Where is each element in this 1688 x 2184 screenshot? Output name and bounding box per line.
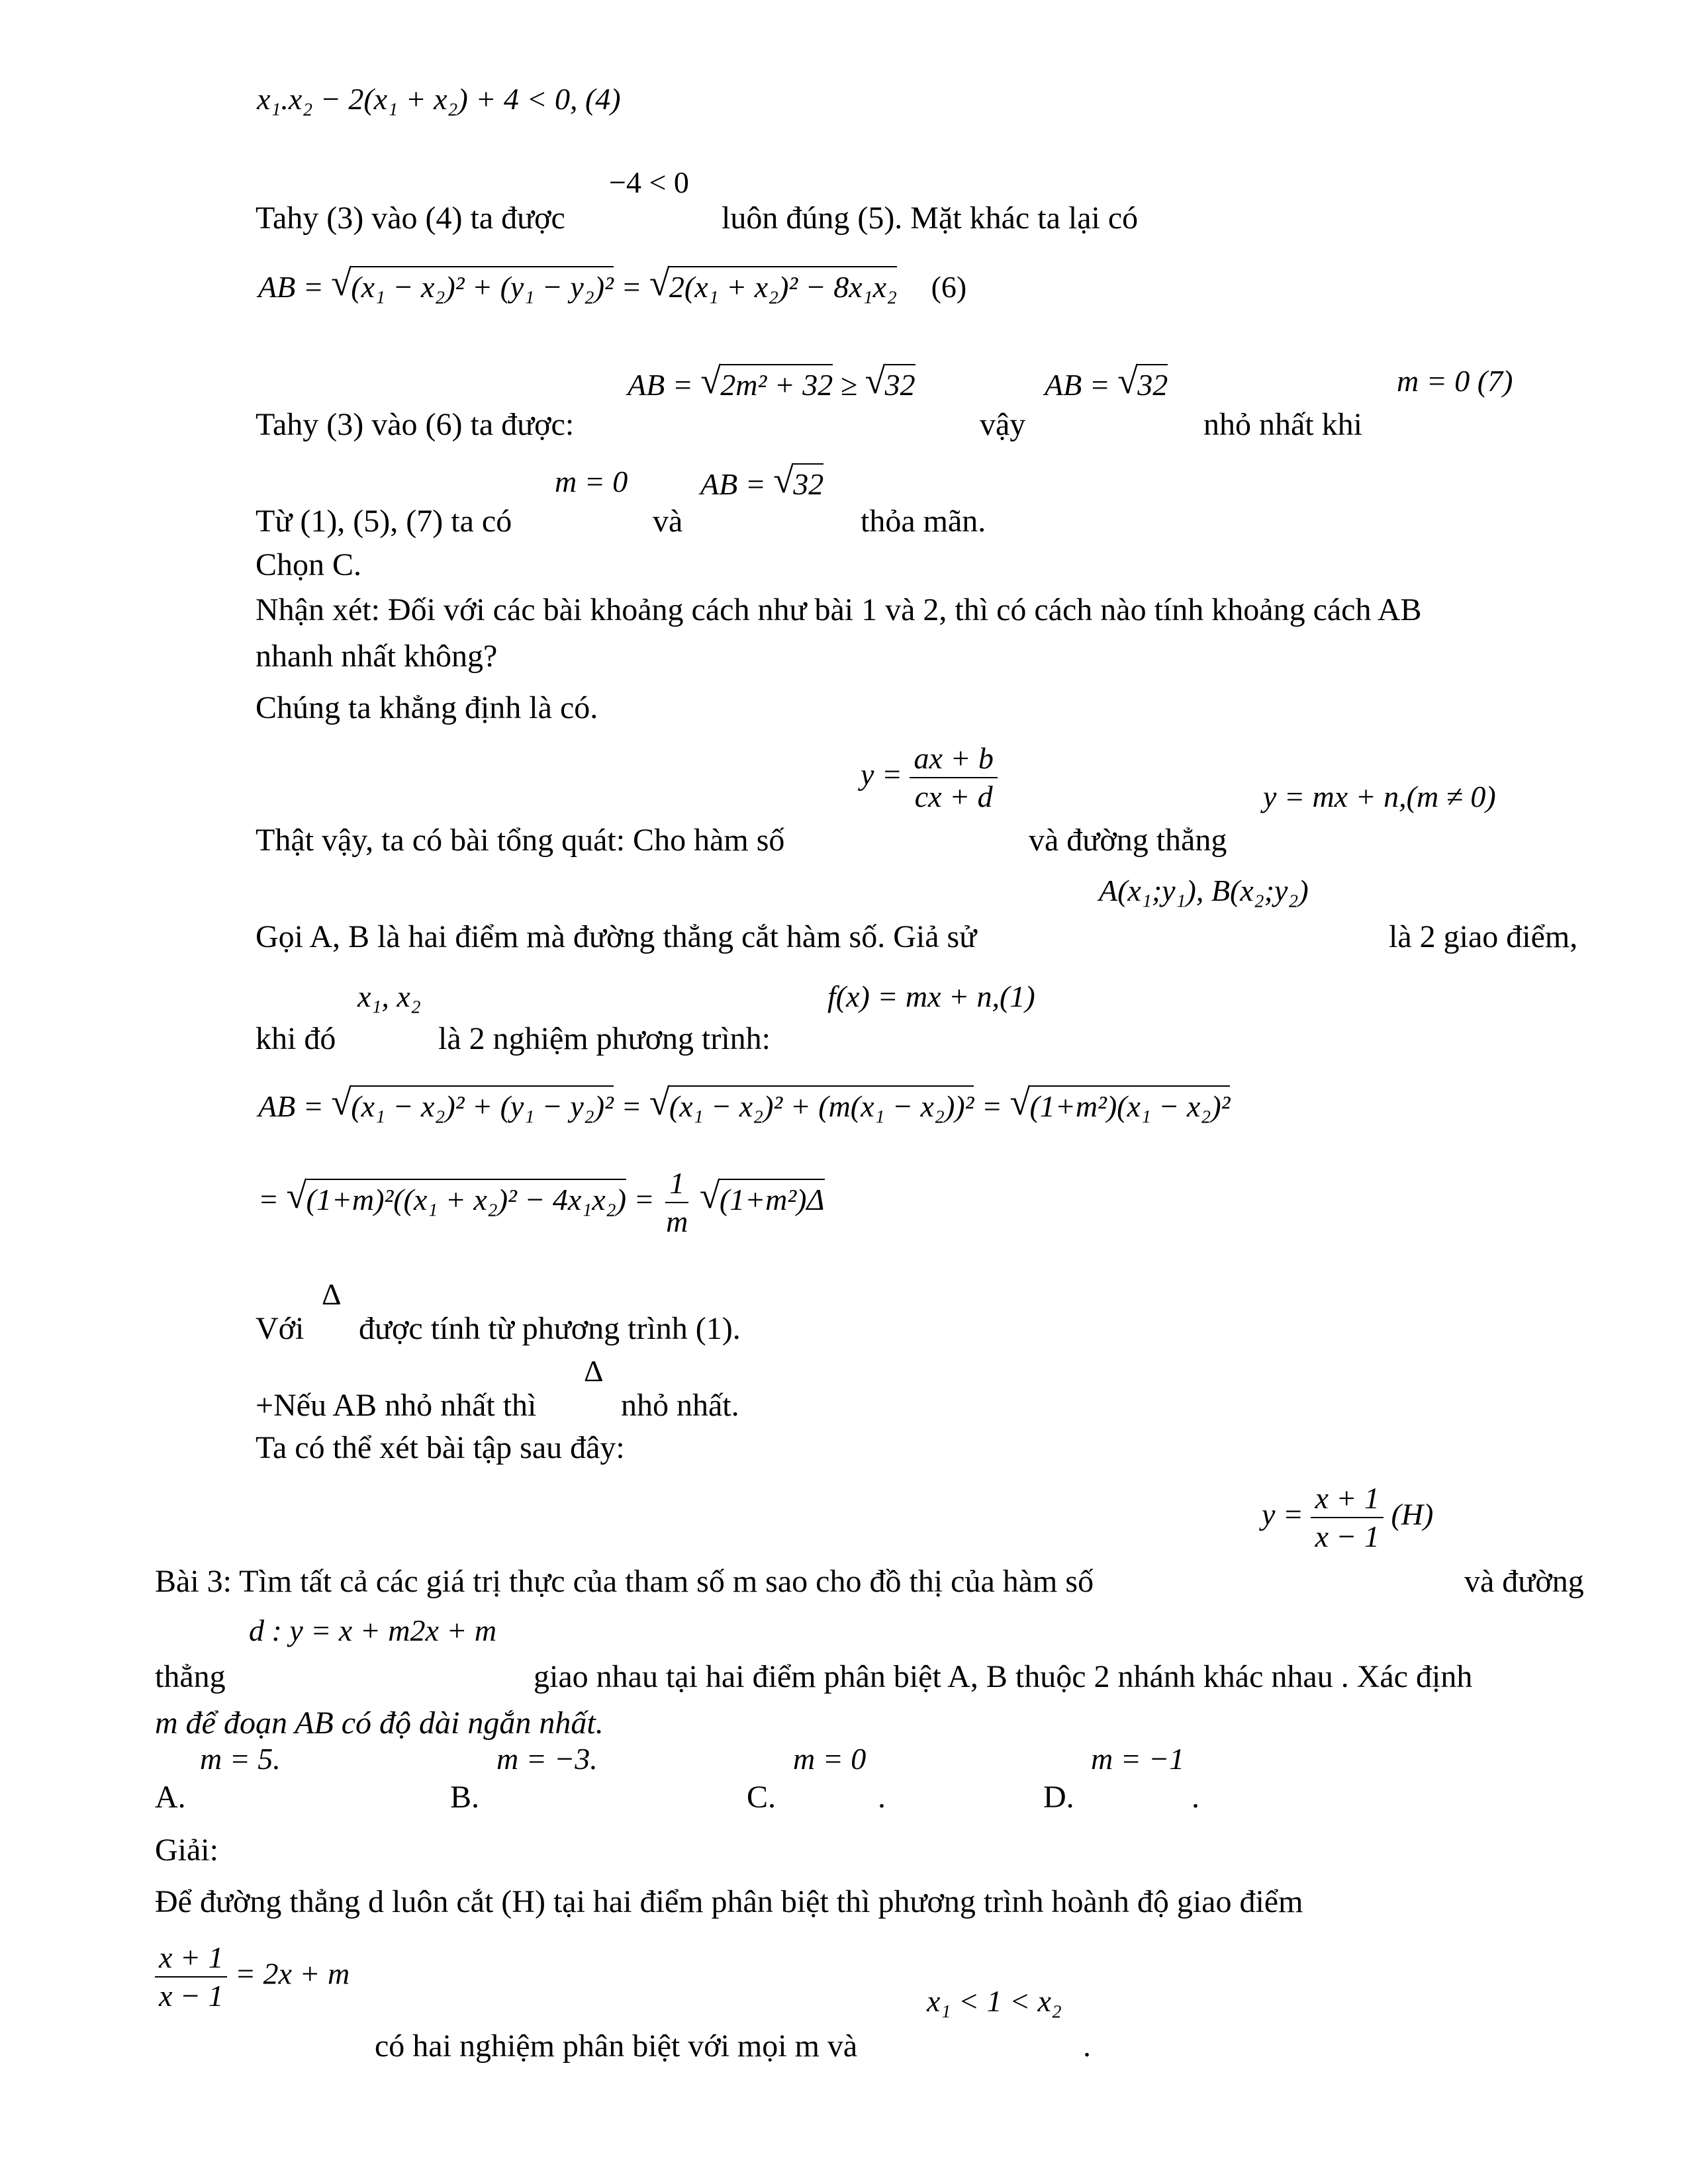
option-a-math: m = 5. <box>200 1742 281 1776</box>
math-x1x2: x₁, x₂ <box>357 979 421 1013</box>
text-nho-nhat: nhỏ nhất. <box>621 1388 739 1423</box>
math-y-frac: y = $\frac{ax + b}{cx + d}$ <box>861 740 998 815</box>
math-m0: m = 0 <box>555 465 628 498</box>
option-b-math: m = −3. <box>496 1742 598 1776</box>
text-final-dot: . <box>1083 2028 1091 2064</box>
text-vay: vậy <box>980 407 1026 442</box>
option-c-dot: . <box>878 1780 886 1815</box>
text-duoc-tinh: được tính từ phương trình (1). <box>359 1311 741 1346</box>
math-x1-lt-1-lt-x2: x₁ < 1 < x₂ <box>927 1984 1062 2018</box>
text-tu-157: Từ (1), (5), (7) ta có <box>256 504 512 539</box>
option-c-label: C. <box>747 1780 776 1815</box>
math-ab-sqrt32: AB = √ 32 <box>700 463 823 503</box>
math-line-d: d : y = x + m2x + m <box>249 1614 497 1647</box>
radicand-6a: (x₁ − x₂)² + (y₁ − y₂)² <box>351 266 614 306</box>
text-goi-ab: Gọi A, B là hai điểm mà đường thẳng cắt hàm số. Giả sử <box>256 919 977 954</box>
option-b-label: B. <box>450 1780 480 1815</box>
text-tong-quat: Thật vậy, ta có bài tổng quát: Cho hàm số <box>256 823 785 858</box>
text-giai: Giải: <box>155 1833 218 1868</box>
text-nhan-xet-1: Nhận xét: Đối với các bài khoảng cách như bài 1 và 2, thì có cách nào tính khoảng cách AB <box>256 592 1422 627</box>
text-de-duong-thang: Để đường thẳng d luôn cắt (H) tại hai điểm phân biệt thì phương trình hoành độ giao điểm <box>155 1884 1303 1919</box>
option-d-math: m = −1 <box>1091 1742 1185 1776</box>
math-line: y = mx + n,(m ≠ 0) <box>1263 780 1496 813</box>
text-bai-3: Bài 3: Tìm tất cả các giá trị thực của tham số m sao cho đồ thị của hàm số <box>155 1564 1094 1599</box>
text-tahy-3-6: Tahy (3) vào (6) ta được: <box>256 407 575 442</box>
text-va: và <box>653 504 683 539</box>
text-luon-dung: luôn đúng (5). Mặt khác ta lại có <box>722 201 1139 236</box>
text-chon-c: Chọn C. <box>256 547 362 582</box>
option-d-dot: . <box>1192 1780 1199 1815</box>
math-m0-7: m = 0 (7) <box>1397 364 1513 398</box>
math-neg4: −4 < 0 <box>609 165 689 199</box>
text-m-de-doan: m để đoạn AB có độ dài ngắn nhất. <box>155 1706 604 1741</box>
text-thoa-man: thỏa mãn. <box>861 504 986 539</box>
text-va-duong-thang: và đường thẳng <box>1029 823 1227 858</box>
text-thang: thẳng <box>155 1659 226 1694</box>
math-hyperbola: y = $\frac{x + 1}{x - 1}$ (H) <box>1262 1481 1434 1553</box>
math-ab-min: AB = √ 32 <box>1045 364 1168 404</box>
equation-ab-2: = √ (1+m)²((x₁ + x₂)² − 4x₁x₂) = $\frac{1}{m}$ √ (1+m²)Δ <box>258 1165 825 1240</box>
option-a-label: A. <box>155 1780 186 1815</box>
text-voi: Với <box>256 1311 305 1346</box>
equation-4: x₁.x₂ − 2(x₁ + x₂) + 4 < 0, (4) <box>257 82 621 116</box>
math-ab-ge: AB = √ 2m² + 32 ≥ √ 32 <box>628 364 915 404</box>
text-va-duong: và đường <box>1464 1564 1584 1599</box>
equation-6: AB = √ (x₁ − x₂)² + (y₁ − y₂)² = √ 2(x₁ + x₂)² − 8x₁x₂ (6) <box>258 266 966 306</box>
text-nghiem: là 2 nghiệm phương trình: <box>438 1021 771 1056</box>
option-d-label: D. <box>1043 1780 1074 1815</box>
math-pt-hoanh-do: $\frac{x + 1}{x - 1}$ = 2x + m <box>155 1939 350 2015</box>
radicand-6b: 2(x₁ + x₂)² − 8x₁x₂ <box>669 266 897 306</box>
math-f-eq: f(x) = mx + n,(1) <box>827 979 1035 1013</box>
text-neu-ab: +Nếu AB nhỏ nhất thì <box>256 1388 537 1423</box>
text-nhan-xet-2: nhanh nhất không? <box>256 639 498 674</box>
text-co-hai-nghiem: có hai nghiệm phân biệt với mọi m và <box>375 2028 858 2064</box>
math-delta-2: Δ <box>584 1354 604 1388</box>
option-c-math: m = 0 <box>793 1742 867 1776</box>
text-khi-do: khi đó <box>256 1021 336 1056</box>
text-ta-co-the: Ta có thể xét bài tập sau đây: <box>256 1430 625 1465</box>
math-delta-1: Δ <box>322 1277 342 1311</box>
text-tahy-3-4: Tahy (3) vào (4) ta được <box>256 201 565 236</box>
text-giao-diem: là 2 giao điểm, <box>1389 919 1578 954</box>
math-points: A(x₁;y₁), B(x₂;y₂) <box>1099 874 1309 907</box>
text-nho-nhat-khi: nhỏ nhất khi <box>1203 407 1362 442</box>
text-khang-dinh: Chúng ta khẳng định là có. <box>256 690 598 725</box>
text-giao-nhau: giao nhau tại hai điểm phân biệt A, B thuộc 2 nhánh khác nhau . Xác định <box>534 1659 1473 1694</box>
equation-ab-1: AB = √ (x₁ − x₂)² + (y₁ − y₂)² = √ (x₁ − x₂)² + (m(x₁ − x₂))² = √ (1+m²)(x₁ − x₂)² <box>258 1085 1230 1125</box>
